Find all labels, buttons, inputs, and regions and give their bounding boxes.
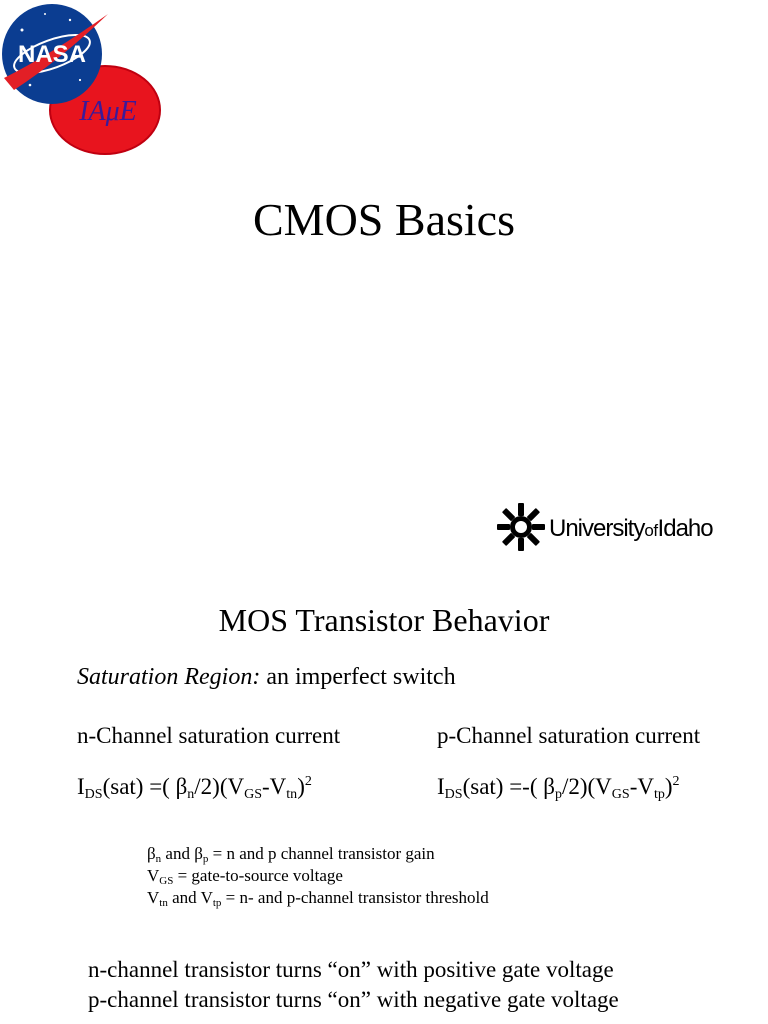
saturation-text: an imperfect switch: [260, 664, 456, 690]
saturation-label: Saturation Region:: [77, 664, 261, 690]
definition-beta: $\beta_n$ and $\beta_p = n$ and p channel transistor gain: [147, 844, 435, 865]
p-channel-formula: $I_{DS}(sat)$ =-( $\beta_p/2)(V_{GS}-V_{tp})^2$: [437, 774, 680, 802]
iame-text: IAμE: [79, 96, 137, 127]
university-of-idaho-logo: [497, 503, 752, 553]
p-channel-heading: p-Channel saturation current: [437, 723, 701, 748]
nasa-meatball-icon: [0, 0, 170, 160]
n-channel-heading: n-Channel saturation current: [77, 723, 341, 748]
definition-threshold: $V_{tn}$ and $V_{tp} = n-$ and p-channel transistor threshold: [147, 888, 489, 909]
slide-title-cmos-basics: CMOS Basics: [253, 194, 515, 245]
summary-p-channel: p-channel transistor turns “on” with negative gate voltage: [88, 987, 619, 1012]
slide-title-mos-transistor-behavior: MOS Transistor Behavior: [218, 602, 550, 638]
n-channel-formula: $I_{DS}(sat)$ =( $\beta_n/2)(V_{GS}-V_{tn})^2$: [77, 774, 312, 802]
university-wordmark: UniversityofIdaho: [549, 515, 713, 542]
definition-vgs: $V_{GS}$ = gate-to-source voltage: [147, 866, 343, 887]
nasa-iame-logo: [0, 0, 170, 160]
university-sunburst-icon: [497, 503, 545, 551]
saturation-region-line: [77, 662, 456, 692]
nasa-text: NASA: [17, 41, 87, 68]
summary-n-channel: n-channel transistor turns “on” with positive gate voltage: [88, 957, 614, 982]
